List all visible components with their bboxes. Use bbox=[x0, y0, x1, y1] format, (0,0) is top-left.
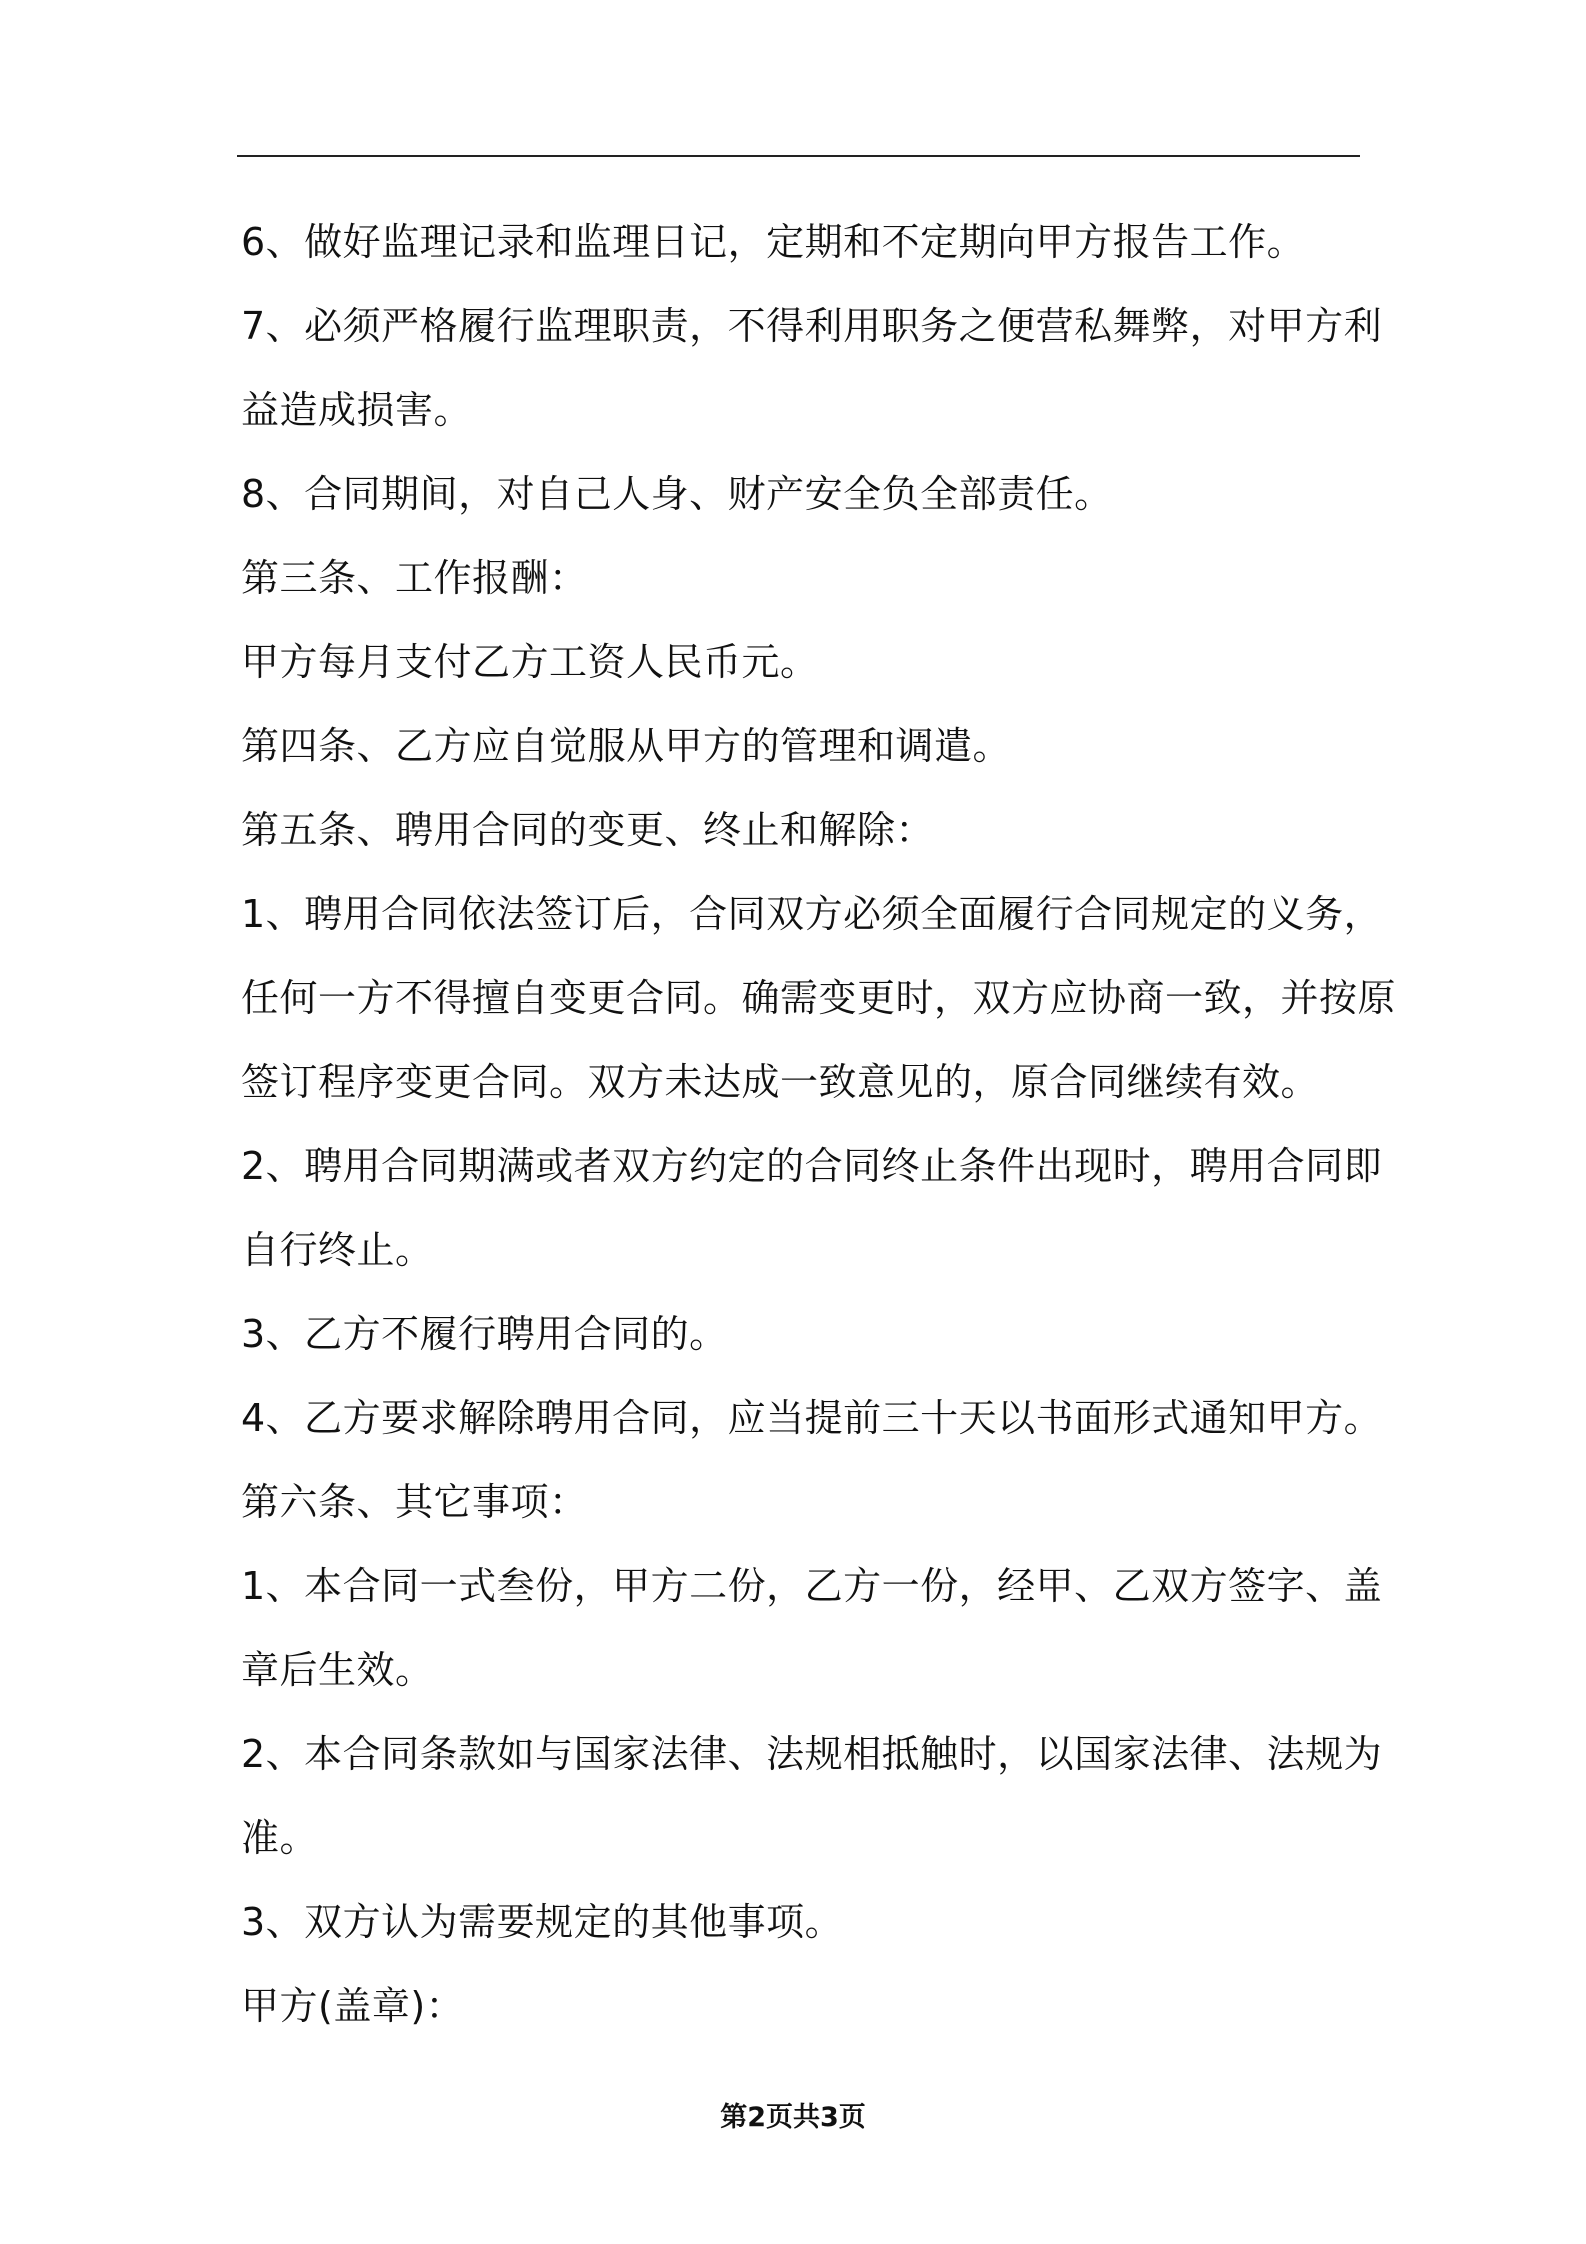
text-line: 1、聘用合同依法签订后，合同双方必须全面履行合同规定的义务， bbox=[241, 892, 1383, 936]
text-line: 甲方每月支付乙方工资人民币元。 bbox=[241, 640, 819, 684]
text-line: 3、双方认为需要规定的其他事项。 bbox=[241, 1900, 844, 1944]
text-line: 6、做好监理记录和监理日记，定期和不定期向甲方报告工作。 bbox=[241, 220, 1306, 264]
text-line: 7、必须严格履行监理职责，不得利用职务之便营私舞弊，对甲方利 bbox=[241, 304, 1383, 348]
section-heading: 第六条、其它事项： bbox=[241, 1480, 588, 1524]
text-line: 4、乙方要求解除聘用合同，应当提前三十天以书面形式通知甲方。 bbox=[241, 1396, 1383, 1440]
text-line: 章后生效。 bbox=[241, 1648, 434, 1692]
text-line: 自行终止。 bbox=[241, 1228, 434, 1272]
text-line: 准。 bbox=[241, 1816, 319, 1860]
document-body bbox=[241, 200, 1397, 2048]
text-line: 3、乙方不履行聘用合同的。 bbox=[241, 1312, 728, 1356]
section-heading: 第四条、乙方应自觉服从甲方的管理和调遣。 bbox=[241, 724, 1012, 768]
text-line: 1、本合同一式叁份，甲方二份，乙方一份，经甲、乙双方签字、盖 bbox=[241, 1564, 1383, 1608]
section-heading: 第五条、聘用合同的变更、终止和解除： bbox=[241, 808, 935, 852]
page-number: 第2页共3页 bbox=[720, 2102, 866, 2133]
text-line: 任何一方不得擅自变更合同。确需变更时，双方应协商一致，并按原 bbox=[241, 976, 1397, 1020]
section-heading: 第三条、工作报酬： bbox=[241, 556, 588, 600]
signature-label: 甲方(盖章)： bbox=[241, 1984, 465, 2028]
header-rule bbox=[237, 155, 1360, 157]
text-line: 8、合同期间，对自己人身、财产安全负全部责任。 bbox=[241, 472, 1113, 516]
text-line: 签订程序变更合同。双方未达成一致意见的，原合同继续有效。 bbox=[241, 1060, 1320, 1104]
text-line: 2、聘用合同期满或者双方约定的合同终止条件出现时，聘用合同即 bbox=[241, 1144, 1383, 1188]
text-line: 2、本合同条款如与国家法律、法规相抵触时，以国家法律、法规为 bbox=[241, 1732, 1383, 1776]
text-line: 益造成损害。 bbox=[241, 388, 473, 432]
